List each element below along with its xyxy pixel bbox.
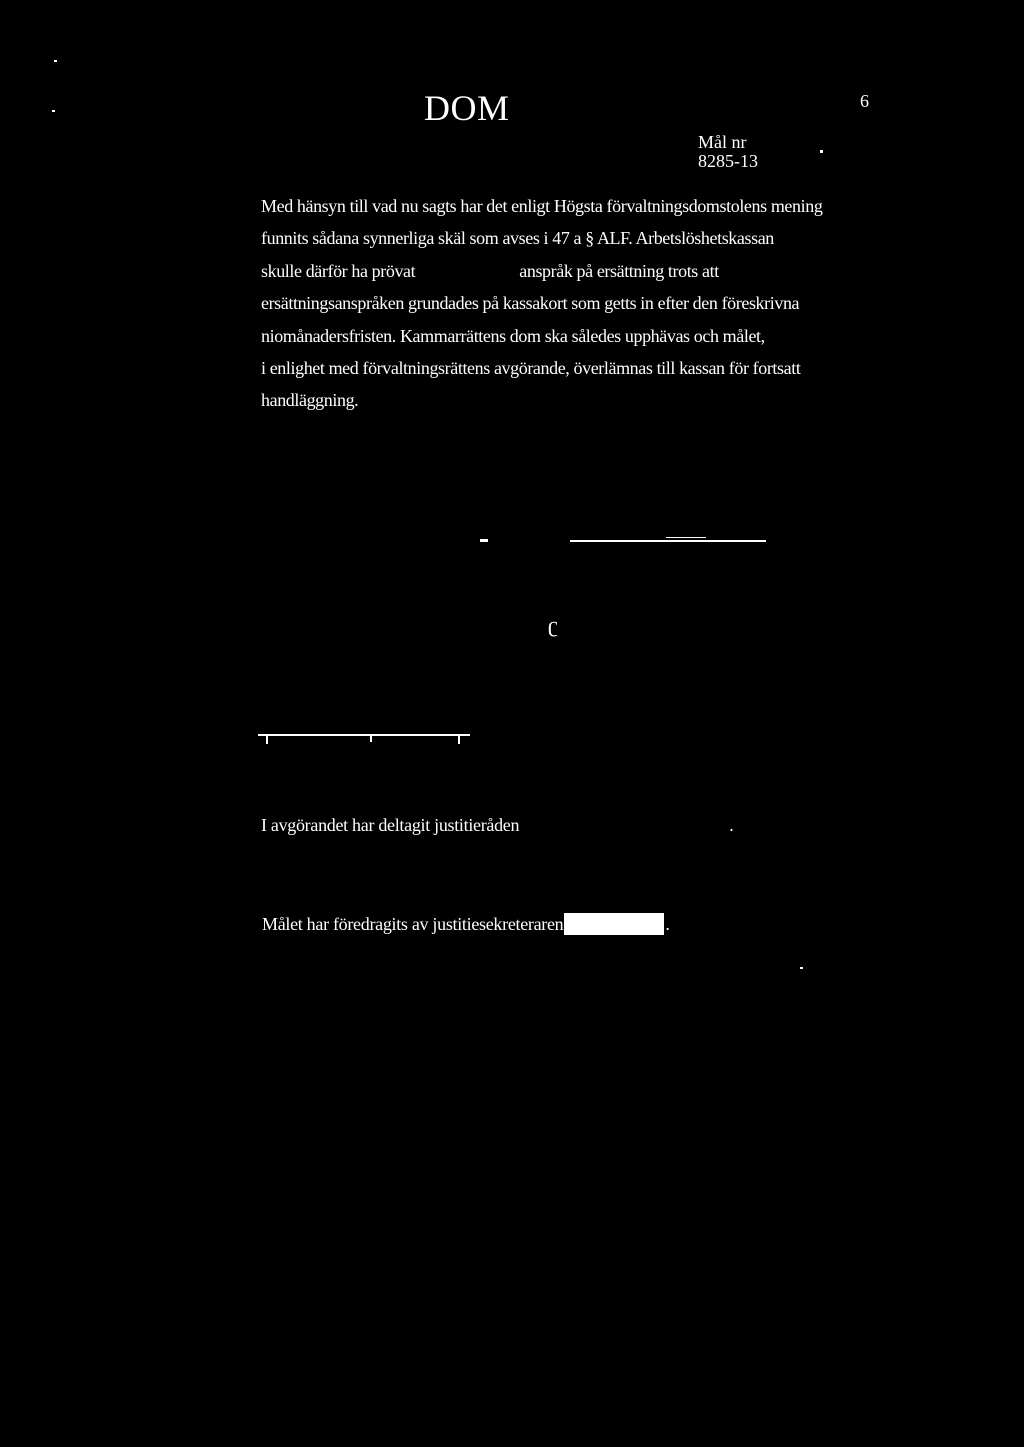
signature-mark: ʗ <box>548 612 558 637</box>
scan-speck <box>820 150 823 153</box>
signature-line-2 <box>258 728 470 746</box>
signature-dash <box>480 539 488 542</box>
body-line-2: funnits sådana synnerliga skäl som avses i 47 a § ALF. Arbetslöshetskassan <box>261 228 774 249</box>
case-number: 8285-13 <box>698 151 758 171</box>
scan-speck <box>54 60 57 62</box>
referendary-end: . <box>665 914 670 934</box>
body-line-6: i enlighet med förvaltningsrättens avgörande, överlämnas till kassan för fortsatt <box>261 358 801 379</box>
case-number-label: Mål nr <box>698 132 747 152</box>
body-line-3-start: skulle därför ha prövat <box>261 260 416 281</box>
participants-text: I avgörandet har deltagit justitieråden <box>261 815 520 835</box>
redacted-name-box <box>564 913 664 935</box>
page-number: 6 <box>860 91 869 111</box>
signature-line-1-stroke <box>666 537 706 538</box>
signature-area <box>470 520 790 760</box>
body-line-1: Med hänsyn till vad nu sagts har det enligt Högsta förvaltningsdomstolens mening <box>261 196 823 216</box>
signature-line-1 <box>570 540 766 542</box>
body-line-4: ersättningsanspråken grundades på kassakort som getts in efter den föreskrivna <box>261 293 800 314</box>
signature-tick-2 <box>370 734 372 742</box>
scan-speck <box>52 110 55 112</box>
participating-judges <box>261 813 733 837</box>
scan-speck <box>800 967 803 969</box>
signature-tick-1 <box>266 734 268 744</box>
participants-end: . <box>729 815 734 835</box>
signature-tick-3 <box>458 734 460 744</box>
document-title: DOM <box>424 88 510 128</box>
judgment-reasoning <box>261 190 881 417</box>
body-line-3 <box>261 255 881 287</box>
body-line-7: handläggning. <box>261 390 359 411</box>
referendary-note <box>262 912 670 936</box>
body-line-3-end: anspråk på ersättning trots att <box>519 260 719 281</box>
referendary-text: Målet har föredragits av justitiesekreteraren <box>262 914 564 934</box>
body-line-5: niomånadersfristen. Kammarrättens dom ska således upphävas och målet, <box>261 325 765 346</box>
signature-line-2-stroke <box>258 734 470 736</box>
